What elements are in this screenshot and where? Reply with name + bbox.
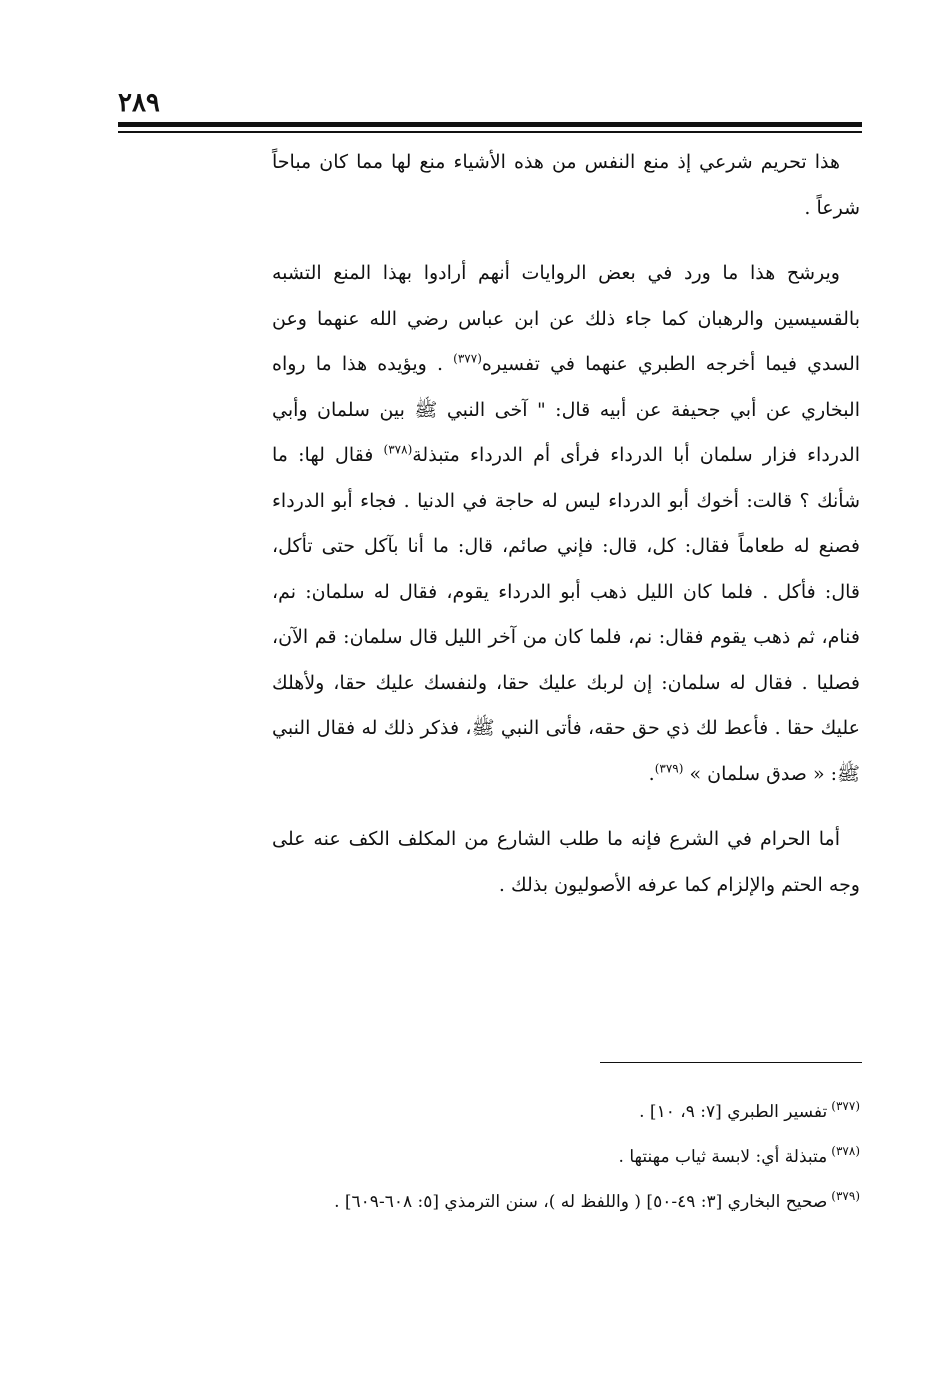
main-text	[272, 140, 860, 908]
footnote-text: صحيح البخاري [٣: ٤٩-٥٠] ( واللفظ له )، سنن الترمذي [٥: ٦٠٨-٦٠٩] .	[334, 1192, 828, 1212]
footnote-ref-379: (٣٧٩)	[654, 761, 684, 776]
page-number: ٢٨٩	[118, 88, 160, 118]
paragraph-3-text: أما الحرام في الشرع فإنه ما طلب الشارع من المكلف الكف عنه على وجه الحتم والإلزام كما عرفه الأصوليون بذلك .	[272, 828, 860, 896]
header-rule-thin	[118, 131, 862, 133]
footnote-ref-377: (٣٧٧)	[453, 351, 482, 366]
paragraph-2-text-b: . ويؤيده هذا ما رواه البخاري عن أبي جحيفة عن أبيه قال: " آخى النبي ﷺ بين سلمان وأبي الدرداء فزار سلمان أبا الدرداء فرأى أم الدرداء متبذلة	[272, 353, 860, 466]
paragraph-2-end: .	[648, 762, 655, 785]
footnote-number: (٣٧٨)	[831, 1144, 860, 1159]
header-rule	[118, 122, 862, 127]
paragraph-2-text-a: ويرشح هذا ما ورد في بعض الروايات أنهم أرادوا بهذا المنع التشبه بالقسيسين والرهبان كما جاء ذلك عن ابن عباس رضي الله عنهما وعن السدي فيما أخرجه الطبري عنهما في تفسيره	[272, 262, 861, 375]
paragraph-3	[272, 817, 860, 908]
footnote-378	[272, 1135, 860, 1180]
paragraph-1-text: هذا تحريم شرعي إذ منع النفس من هذه الأشياء منع لها مما كان مباحاً شرعاً .	[272, 151, 860, 219]
paragraph-1	[272, 140, 860, 231]
footnote-text: متبذلة أي: لابسة ثياب مهنتها .	[618, 1147, 828, 1167]
footnote-379	[272, 1180, 860, 1225]
footnotes	[272, 1090, 860, 1225]
footnote-377	[272, 1090, 860, 1135]
footnote-text: تفسير الطبري [٧: ٩، ١٠] .	[639, 1102, 828, 1122]
footnote-separator	[600, 1062, 862, 1063]
footnote-number: (٣٧٩)	[831, 1189, 860, 1204]
paragraph-2-text-c: فقال لها: ما شأنك ؟ قالت: أخوك أبو الدرداء ليس له حاجة في الدنيا . فجاء أبو الدرداء فصنع له طعاماً فقال: كل، قال: فإني صائم، قال: ما أنا بآكل حتى تأكل، قال: فأكل . فلما كان الليل ذهب أبو الدرداء يقوم، فقال له سلمان: نم، فنام، ثم ذهب يقوم فقال: نم، فلما كان من آخر الليل قال سلمان: قم الآن، فصليا . فقال له سلمان: إن لربك عليك حقا، ولنفسك عليك حقا، ولأهلك عليك حقا . فأعط لك ذي حق حقه، فأتى النبي ﷺ، فذكر ذلك له فقال النبي ﷺ: « صدق سلمان »	[272, 444, 860, 785]
footnote-number: (٣٧٧)	[831, 1099, 860, 1114]
paragraph-2	[272, 251, 860, 797]
footnote-ref-378: (٣٧٨)	[383, 442, 413, 457]
